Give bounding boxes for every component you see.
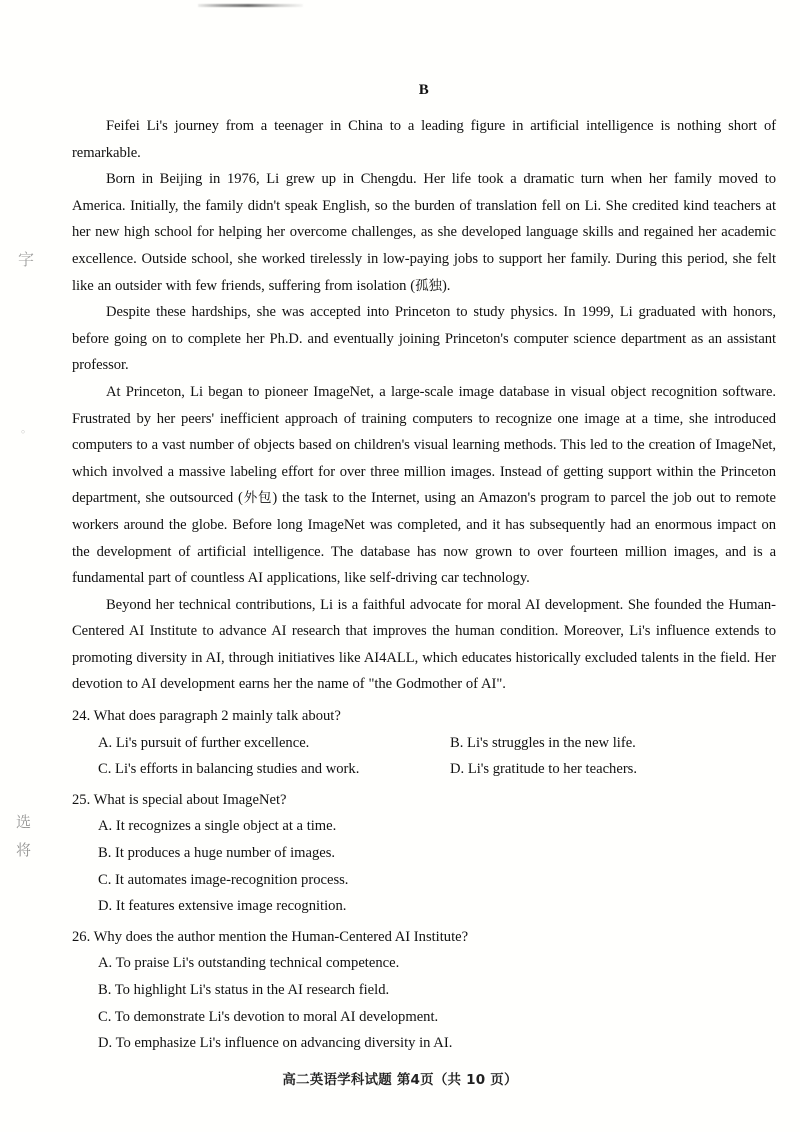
passage-paragraph-1: Feifei Li's journey from a teenager in China to a leading figure in artificial intelligence is nothing short of remarkable. <box>72 118 776 161</box>
reading-passage-body <box>72 82 776 1057</box>
passage-paragraph-4: At Princeton, Li began to pioneer ImageNet, a large-scale image database in visual object recognition software. Frustrated by her peers' inefficient approach of training computers to recognize one image at a time, she introduced computers to a vast number of objects based on children's visual learning methods. This led to the creation of ImageNet, which involved a massive labeling effort for over three million images. Instead of getting support within the Princeton department, she outsourced (外包) the task to the Internet, using an Amazon's program to parcel the job out to remote workers around the globe. Before long ImageNet was completed, and it has subsequently had an enormous impact on the development of artificial intelligence. The database has now grown to over fourteen million images, and is a fundamental part of countless AI applications, like self-driving car technology. <box>72 383 776 587</box>
question-25-option-c[interactable]: C. It automates image-recognition process. <box>98 871 349 888</box>
question-24-stem: 24. What does paragraph 2 mainly talk about? <box>72 708 341 725</box>
question-24-option-a[interactable]: A. Li's pursuit of further excellence. <box>98 734 310 751</box>
questions-section <box>72 703 776 1057</box>
left-margin-annotations <box>0 0 62 1132</box>
question-24-options <box>72 730 776 783</box>
passage-paragraph-3: Despite these hardships, she was accepted into Princeton to study physics. In 1999, Li graduated with honors, before going on to complete her Ph.D. and eventually joining Princeton's computer science department as an assistant professor. <box>72 304 776 374</box>
question-25-stem: 25. What is special about ImageNet? <box>72 791 287 808</box>
question-25 <box>72 787 776 920</box>
passage-paragraph-5: Beyond her technical contributions, Li is a faithful advocate for moral AI development. She founded the Human-Centered AI Institute to advance AI research that improves the human condition. Moreover, Li's influence extends to promoting diversity in AI, through initiatives like AI4ALL, which educates historically excluded talents in the field. Her devotion to AI development earns her the name of "the Godmother of AI". <box>72 596 776 693</box>
question-24 <box>72 703 776 783</box>
page-footer: 高二英语学科试题 第4页（共 10 页） <box>282 1072 518 1088</box>
question-26-options <box>72 950 776 1056</box>
passage-paragraph-2: Born in Beijing in 1976, Li grew up in Chengdu. Her life took a dramatic turn when her family moved to America. Initially, the family didn't speak English, so the burden of translation fell on Li. She credited kind teachers at her new high school for helping her overcome challenges, as she developed language skills and regained her academic excellence. Outside school, she worked tirelessly in low-paying jobs to support her family. During this period, she felt like an outsider with few friends, suffering from isolation (孤独). <box>72 171 776 294</box>
question-25-options <box>72 813 776 919</box>
margin-mark-2: 。 <box>21 422 32 435</box>
question-26-option-b[interactable]: B. To highlight Li's status in the AI research field. <box>98 982 390 998</box>
scan-artifact-streak <box>198 4 303 7</box>
inline-chinese-gloss: 孤独 <box>415 277 442 294</box>
question-25-option-b[interactable]: B. It produces a huge number of images. <box>98 845 336 862</box>
question-26-stem: 26. Why does the author mention the Human-Centered AI Institute? <box>72 928 469 945</box>
question-24-option-d[interactable]: D. Li's gratitude to her teachers. <box>450 761 638 778</box>
margin-mark-1: 字 <box>18 250 35 269</box>
question-26-option-d[interactable]: D. To emphasize Li's influence on advancing diversity in AI. <box>98 1035 453 1052</box>
section-letter-heading: B <box>418 82 430 98</box>
question-24-option-b[interactable]: B. Li's struggles in the new life. <box>450 734 636 751</box>
inline-chinese-gloss: 外包 <box>242 490 273 507</box>
question-24-option-c[interactable]: C. Li's efforts in balancing studies and work. <box>98 761 360 778</box>
question-25-option-a[interactable]: A. It recognizes a single object at a time. <box>98 818 337 835</box>
question-26 <box>72 924 776 1057</box>
question-26-option-c[interactable]: C. To demonstrate Li's devotion to moral AI development. <box>98 1008 439 1025</box>
question-26-option-a[interactable]: A. To praise Li's outstanding technical competence. <box>98 955 400 972</box>
margin-mark-4: 将 <box>16 841 32 859</box>
question-25-option-d[interactable]: D. It features extensive image recognition. <box>98 898 347 915</box>
margin-mark-3: 选 <box>16 813 32 831</box>
